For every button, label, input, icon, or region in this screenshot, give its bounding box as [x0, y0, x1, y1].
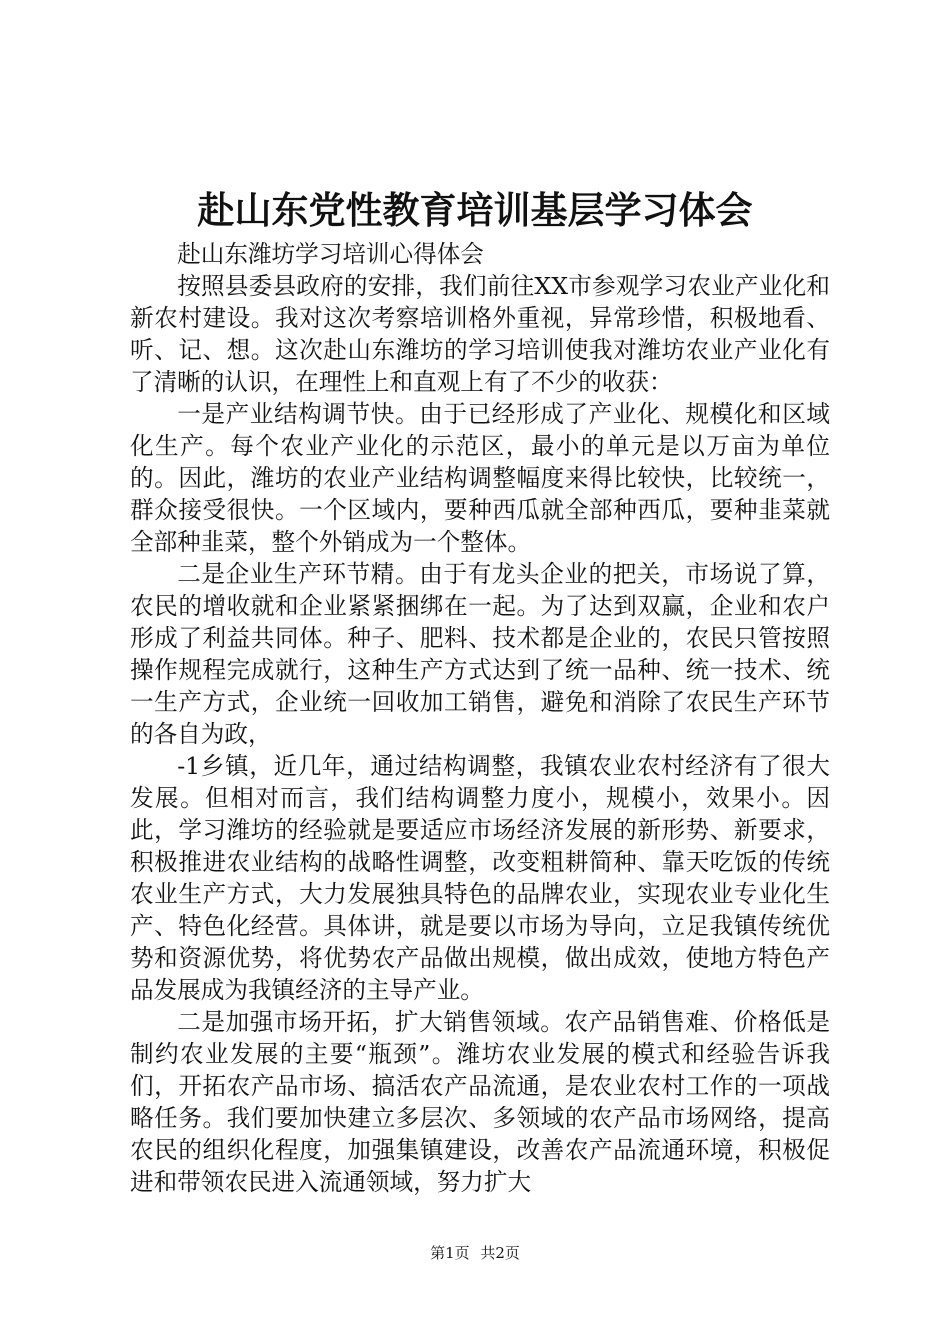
page-footer [0, 1243, 950, 1263]
page-total: 共2页 [480, 1244, 520, 1262]
body-paragraph: -1乡镇，近几年，通过结构调整，我镇农业农村经济有了很大发展。但相对而言，我们结构调整力度小，规模小，效果小。因此，学习潍坊的经验就是要适应市场经济发展的新形势、新要求，积极推进农业结构的战略性调整，改变粗耕简种、靠天吃饭的传统农业生产方式，大力发展独具特色的品牌农业，实现农业专业化生产、特色化经营。具体讲，就是要以市场为导向，立足我镇传统优势和资源优势，将优势农产品做出规模，做出成效，使地方特色产品发展成为我镇经济的主导产业。 [130, 752, 830, 1004]
subtitle-paragraph: 赴山东潍坊学习培训心得体会 [177, 240, 484, 268]
body-paragraph: 二是加强市场开拓，扩大销售领域。农产品销售难、价格低是制约农业发展的主要“瓶颈”。潍坊农业发展的模式和经验告诉我们，开拓农产品市场、搞活农产品流通，是农业农村工作的一项战略任务。我们要加快建立多层次、多领域的农产品市场网络，提高农民的组织化程度，加强集镇建设，改善农产品流通环境，积极促进和带领农民进入流通领域，努力扩大 [130, 1008, 830, 1196]
page-number: 第1页 [430, 1244, 470, 1262]
body-paragraph: 二是企业生产环节精。由于有龙头企业的把关，市场说了算，农民的增收就和企业紧紧捆绑在一起。为了达到双赢，企业和农户形成了利益共同体。种子、肥料、技术都是企业的，农民只管按照操作规程完成就行，这种生产方式达到了统一品种、统一技术、统一生产方式，企业统一回收加工销售，避免和消除了农民生产环节的各自为政， [130, 560, 830, 748]
document-title: 赴山东党性教育培训基层学习体会 [197, 188, 753, 232]
body-paragraph: 按照县委县政府的安排，我们前往XX市参观学习农业产业化和新农村建设。我对这次考察培训格外重视，异常珍惜，积极地看、听、记、想。这次赴山东潍坊的学习培训使我对潍坊农业产业化有了清晰的认识，在理性上和直观上有了不少的收获： [130, 272, 830, 396]
body-paragraph: 一是产业结构调节快。由于已经形成了产业化、规模化和区域化生产。每个农业产业化的示范区，最小的单元是以万亩为单位的。因此，潍坊的农业产业结构调整幅度来得比较快，比较统一，群众接受很快。一个区域内，要种西瓜就全部种西瓜，要种韭菜就全部种韭菜，整个外销成为一个整体。 [130, 400, 830, 556]
document-body [130, 238, 830, 1198]
